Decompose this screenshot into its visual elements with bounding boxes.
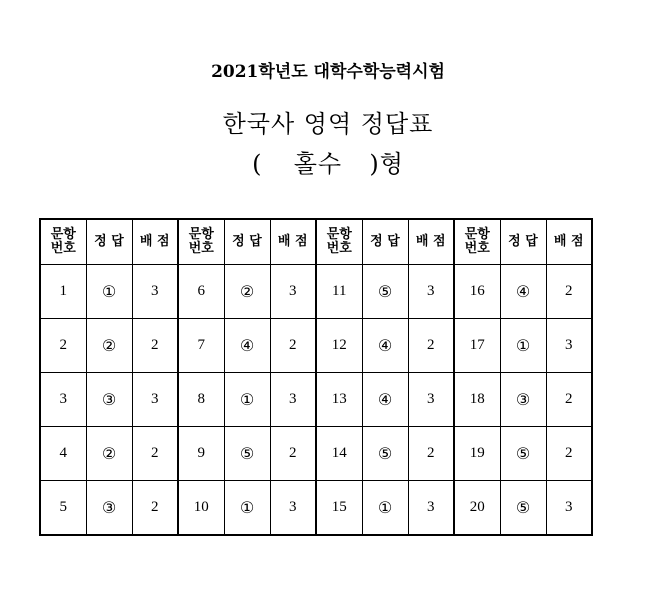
correct-answer: ④ [224, 319, 270, 373]
question-number: 5 [40, 481, 86, 536]
question-number: 19 [454, 427, 500, 481]
points-value: 3 [270, 265, 316, 319]
correct-answer: ⑤ [224, 427, 270, 481]
header-answer: 정 답 [362, 219, 408, 265]
points-value: 2 [132, 427, 178, 481]
question-number: 3 [40, 373, 86, 427]
question-number: 16 [454, 265, 500, 319]
question-number: 4 [40, 427, 86, 481]
correct-answer: ③ [500, 373, 546, 427]
question-number: 7 [178, 319, 224, 373]
answer-table-body [40, 265, 592, 536]
question-number: 6 [178, 265, 224, 319]
header-question-number-line2: 번호 [326, 241, 352, 256]
points-value: 3 [546, 319, 592, 373]
subject-title: 한국사 영역 정답표 [222, 110, 434, 138]
header-points: 배 점 [408, 219, 454, 265]
correct-answer: ② [224, 265, 270, 319]
correct-answer: ③ [86, 481, 132, 536]
correct-answer: ⑤ [500, 427, 546, 481]
table-row [40, 373, 592, 427]
points-value: 2 [270, 427, 316, 481]
header-question-number-line2: 번호 [50, 241, 76, 256]
points-value: 3 [408, 481, 454, 536]
correct-answer: ⑤ [362, 265, 408, 319]
correct-answer: ④ [500, 265, 546, 319]
correct-answer: ⑤ [362, 427, 408, 481]
header-points: 배 점 [132, 219, 178, 265]
header-question-number [454, 219, 500, 265]
form-open-paren: ( [252, 150, 263, 178]
points-value: 3 [270, 373, 316, 427]
form-type: 홀수 [293, 150, 343, 178]
header-question-number-line2: 번호 [464, 241, 490, 256]
points-value: 3 [132, 265, 178, 319]
correct-answer: ⑤ [500, 481, 546, 536]
header-points: 배 점 [270, 219, 316, 265]
points-value: 2 [408, 427, 454, 481]
question-number: 17 [454, 319, 500, 373]
form-close: )형 [369, 150, 404, 178]
header-answer: 정 답 [224, 219, 270, 265]
header-row [40, 219, 592, 265]
header-question-number-line1: 문항 [50, 227, 76, 242]
points-value: 2 [408, 319, 454, 373]
question-number: 8 [178, 373, 224, 427]
correct-answer: ③ [86, 373, 132, 427]
points-value: 3 [132, 373, 178, 427]
points-value: 2 [270, 319, 316, 373]
points-value: 3 [408, 373, 454, 427]
table-row [40, 427, 592, 481]
question-number: 15 [316, 481, 362, 536]
correct-answer: ④ [362, 373, 408, 427]
points-value: 2 [132, 319, 178, 373]
points-value: 3 [270, 481, 316, 536]
points-value: 3 [546, 481, 592, 536]
header-question-number-line1: 문항 [326, 227, 352, 242]
question-number: 2 [40, 319, 86, 373]
header-answer: 정 답 [500, 219, 546, 265]
form-type-line [0, 144, 656, 179]
points-value: 2 [546, 265, 592, 319]
header-answer: 정 답 [86, 219, 132, 265]
question-number: 18 [454, 373, 500, 427]
question-number: 14 [316, 427, 362, 481]
header-question-number [178, 219, 224, 265]
table-row [40, 265, 592, 319]
question-number: 9 [178, 427, 224, 481]
correct-answer: ① [86, 265, 132, 319]
points-value: 3 [408, 265, 454, 319]
header-question-number-line1: 문항 [464, 227, 490, 242]
points-value: 2 [546, 373, 592, 427]
header-points: 배 점 [546, 219, 592, 265]
table-row [40, 319, 592, 373]
correct-answer: ① [224, 373, 270, 427]
header-question-number-line1: 문항 [188, 227, 214, 242]
question-number: 11 [316, 265, 362, 319]
question-number: 1 [40, 265, 86, 319]
table-row [40, 481, 592, 536]
header-question-number [40, 219, 86, 265]
question-number: 12 [316, 319, 362, 373]
points-value: 2 [546, 427, 592, 481]
points-value: 2 [132, 481, 178, 536]
correct-answer: ① [500, 319, 546, 373]
correct-answer: ④ [362, 319, 408, 373]
header-question-number [316, 219, 362, 265]
exam-title: 2021학년도 대학수학능력시험 [211, 62, 445, 82]
question-number: 10 [178, 481, 224, 536]
answer-key-table [39, 218, 593, 536]
correct-answer: ① [224, 481, 270, 536]
correct-answer: ② [86, 427, 132, 481]
correct-answer: ② [86, 319, 132, 373]
question-number: 20 [454, 481, 500, 536]
header-question-number-line2: 번호 [188, 241, 214, 256]
correct-answer: ① [362, 481, 408, 536]
question-number: 13 [316, 373, 362, 427]
